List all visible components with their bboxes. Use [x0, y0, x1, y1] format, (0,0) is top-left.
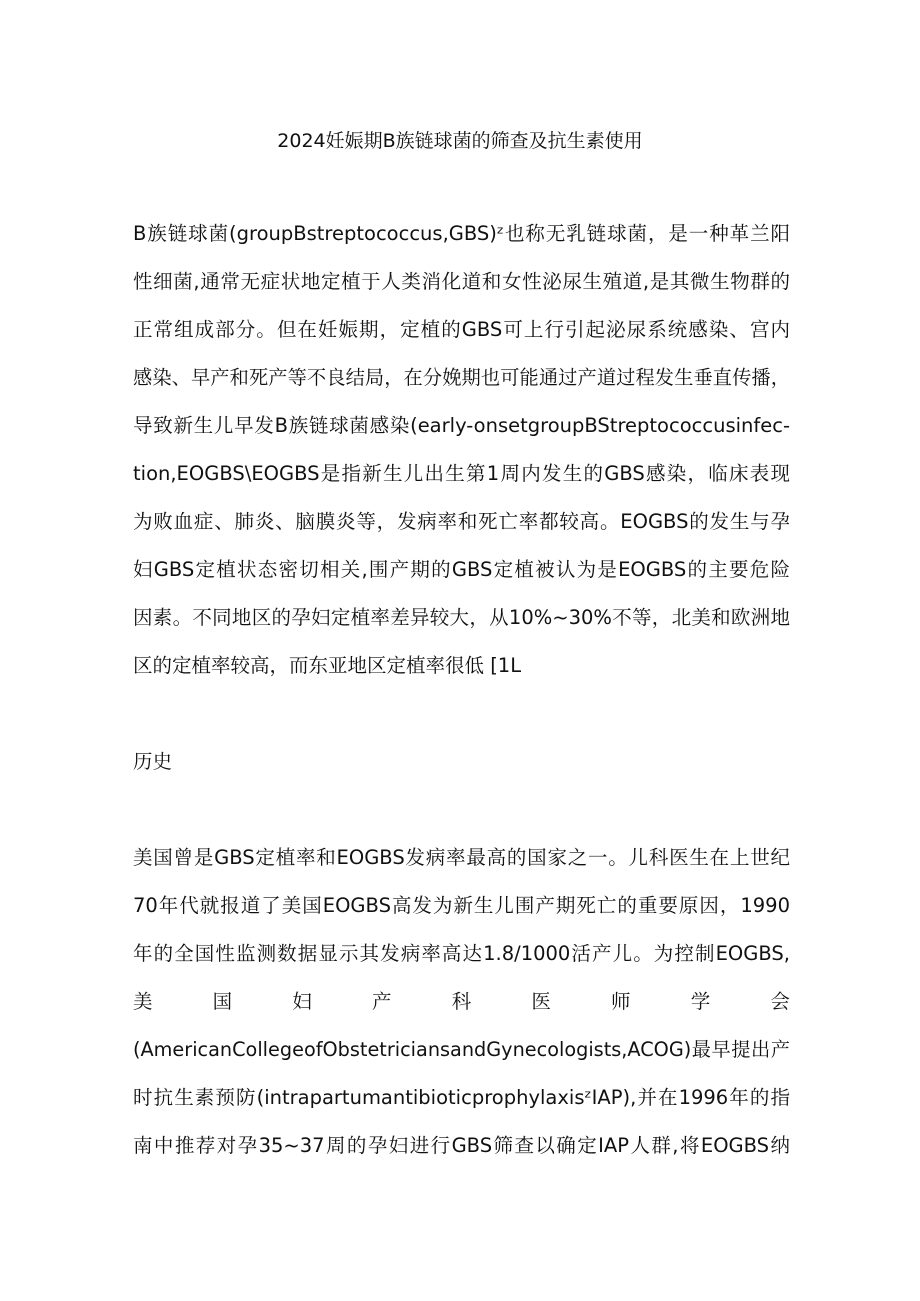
history-line-6: 时抗生素预防(intrapartumantibioticprophylaxisᶻIAP),并在1996年的指	[133, 1086, 790, 1109]
history-line-2: 70年代就报道了美国EOGBS高发为新生儿围产期死亡的重要原因，1990	[133, 894, 790, 917]
intro-line-4: 感染、早产和死产等不良结局，在分娩期也可能通过产道过程发生垂直传播，	[133, 366, 790, 389]
spread-char: 产	[372, 990, 392, 1013]
history-line-3: 年的全国性监测数据显示其发病率高达1.8/1000活产儿。为控制EOGBS,	[133, 942, 790, 965]
spread-char: 医	[531, 990, 551, 1013]
section-heading-history: 历史	[133, 750, 173, 773]
spread-char: 妇	[292, 990, 312, 1013]
history-line-5: (AmericanCollegeofObstetriciansandGynecologists,ACOG)最早提出产	[133, 1038, 790, 1061]
history-line-4-spread	[133, 984, 790, 1020]
history-line-7: 南中推荐对孕35~37周的孕妇进行GBS筛查以确定IAP人群,将EOGBS纳	[133, 1134, 790, 1157]
intro-line-5: 导致新生儿早发B族链球菌感染(early-onsetgroupBStreptococcusinfec-	[133, 414, 790, 437]
history-line-1: 美国曾是GBS定植率和EOGBS发病率最高的国家之一。儿科医生在上世纪	[133, 846, 790, 869]
spread-char: 学	[690, 990, 711, 1013]
intro-line-3: 正常组成部分。但在妊娠期，定植的GBS可上行引起泌尿系统感染、宫内	[133, 318, 790, 341]
spread-char: 会	[770, 990, 790, 1013]
intro-line-1: B族链球菌(groupBstreptococcus,GBS)ᶻ也称无乳链球菌，是一种革兰阳	[133, 222, 790, 245]
document-title: 2024妊娠期B族链球菌的筛查及抗生素使用	[277, 130, 643, 152]
spread-char: 师	[611, 990, 631, 1013]
spread-char: 国	[212, 990, 233, 1013]
intro-line-9: 因素。不同地区的孕妇定植率差异较大，从10%~30%不等，北美和欧洲地	[133, 606, 790, 629]
intro-line-7: 为败血症、肺炎、脑膜炎等，发病率和死亡率都较高。EOGBS的发生与孕	[133, 510, 790, 533]
intro-line-6: tion,EOGBS\EOGBS是指新生儿出生第1周内发生的GBS感染，临床表现	[133, 462, 790, 485]
spread-char: 美	[133, 990, 153, 1013]
spread-char: 科	[451, 990, 472, 1013]
intro-line-10: 区的定植率较高，而东亚地区定植率很低 [1L	[133, 654, 522, 677]
history-line-4	[133, 984, 790, 1020]
intro-line-2: 性细菌,通常无症状地定植于人类消化道和女性泌尿生殖道,是其微生物群的	[133, 270, 790, 293]
intro-line-8: 妇GBS定植状态密切相关,围产期的GBS定植被认为是EOGBS的主要危险	[133, 558, 790, 581]
